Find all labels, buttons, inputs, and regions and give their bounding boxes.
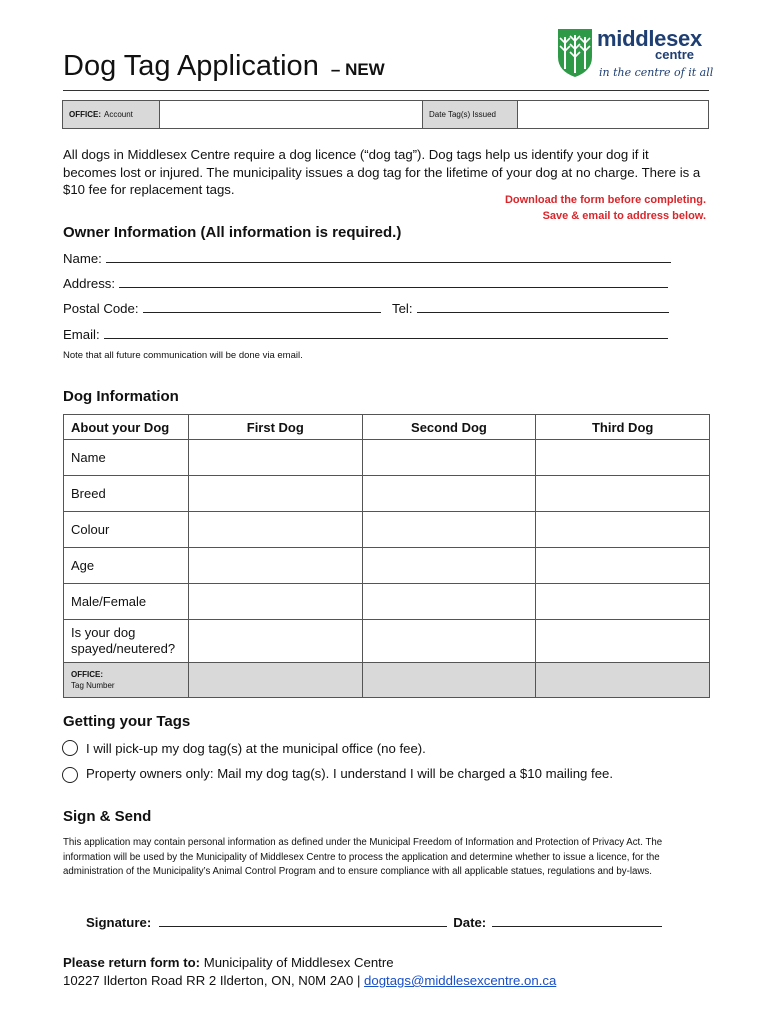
postal-label: Postal Code:	[63, 301, 139, 316]
input-cell[interactable]	[188, 512, 362, 548]
input-cell[interactable]	[362, 584, 536, 620]
address-label: Address:	[63, 276, 116, 291]
mail-radio[interactable]	[62, 767, 78, 783]
input-cell[interactable]	[362, 620, 536, 663]
office-cell[interactable]	[536, 663, 710, 698]
input-cell[interactable]	[536, 548, 710, 584]
sign-heading: Sign & Send	[63, 808, 152, 825]
logo-name: middlesex	[597, 26, 702, 51]
signature-row	[86, 915, 662, 930]
middlesex-logo-icon	[556, 27, 594, 79]
input-cell[interactable]	[188, 440, 362, 476]
title-text: Dog Tag Application	[63, 50, 319, 82]
email-label: Email:	[63, 327, 100, 342]
signature-label: Signature:	[86, 915, 152, 930]
name-label: Name:	[63, 251, 102, 266]
row-label: Age	[64, 548, 189, 584]
table-row-office	[64, 663, 710, 698]
return-line-2	[63, 972, 556, 990]
signature-input-line[interactable]	[159, 926, 447, 927]
dog-table-header	[64, 415, 710, 440]
return-info	[63, 954, 556, 990]
row-label: Name	[64, 440, 189, 476]
logo-tagline: in the centre of it all	[599, 66, 714, 79]
input-cell[interactable]	[536, 620, 710, 663]
spayed-line-2: spayed/neutered?	[71, 641, 176, 656]
email-note: Note that all future communication will be done via email.	[63, 350, 303, 361]
dog-table	[63, 414, 710, 698]
tags-heading: Getting your Tags	[63, 713, 191, 730]
office-account-label: OFFICE: Account	[63, 101, 160, 128]
table-row	[64, 584, 710, 620]
input-cell[interactable]	[362, 548, 536, 584]
email-input-line[interactable]	[104, 338, 668, 339]
mail-option-label: Property owners only: Mail my dog tag(s). I understand I will be charged a $10 mailing fee.	[86, 766, 614, 781]
input-cell[interactable]	[362, 512, 536, 548]
input-cell[interactable]	[536, 584, 710, 620]
input-cell[interactable]	[536, 440, 710, 476]
col-first-dog: First Dog	[188, 415, 362, 440]
return-recipient: Municipality of Middlesex Centre	[203, 955, 394, 970]
return-email-link[interactable]: dogtags@middlesexcentre.on.ca	[364, 973, 557, 988]
owner-tel-field[interactable]	[392, 301, 669, 316]
input-cell[interactable]	[362, 440, 536, 476]
return-line-1	[63, 954, 556, 972]
row-label-spayed	[64, 620, 189, 663]
table-row	[64, 476, 710, 512]
table-row	[64, 620, 710, 663]
download-notice	[400, 192, 706, 224]
pickup-radio[interactable]	[62, 740, 78, 756]
date-label: Date:	[453, 915, 487, 930]
input-cell[interactable]	[188, 620, 362, 663]
address-input-line[interactable]	[119, 287, 668, 288]
page-title	[63, 50, 385, 83]
dog-heading: Dog Information	[63, 388, 179, 405]
input-cell[interactable]	[188, 584, 362, 620]
owner-email-field[interactable]	[63, 327, 668, 342]
table-row	[64, 440, 710, 476]
date-input-line[interactable]	[492, 926, 662, 927]
row-label: Breed	[64, 476, 189, 512]
office-date-label: Date Tag(s) Issued	[423, 101, 518, 128]
col-second-dog: Second Dog	[362, 415, 536, 440]
return-address: 10227 Ilderton Road RR 2 Ilderton, ON, N0M 2A0 |	[63, 973, 361, 988]
download-line-1: Download the form before completing.	[504, 194, 706, 206]
header-divider	[63, 90, 709, 91]
input-cell[interactable]	[536, 512, 710, 548]
download-line-2: Save & email to address below.	[542, 210, 706, 222]
office-account-field[interactable]	[160, 101, 423, 128]
col-about: About your Dog	[64, 415, 189, 440]
input-cell[interactable]	[188, 476, 362, 512]
table-row	[64, 548, 710, 584]
logo-sub: centre	[655, 47, 695, 62]
tel-label: Tel:	[392, 301, 413, 316]
name-input-line[interactable]	[106, 262, 671, 263]
row-label: Colour	[64, 512, 189, 548]
office-cell[interactable]	[188, 663, 362, 698]
office-cell[interactable]	[362, 663, 536, 698]
table-row	[64, 512, 710, 548]
office-date-field[interactable]	[518, 101, 708, 128]
return-bold: Please return form to:	[63, 955, 201, 970]
intro-text: All dogs in Middlesex Centre require a dog licence (“dog tag”). Dog tags help us identify your dog if it becomes lost or injured. The municipality issues a dog tag for the lifetime of your dog at no charge. There is a $10 fee for replacement tags.	[63, 147, 701, 197]
input-cell[interactable]	[362, 476, 536, 512]
title-suffix: – NEW	[330, 60, 385, 79]
tel-input-line[interactable]	[417, 312, 669, 313]
owner-postal-field[interactable]	[63, 301, 381, 316]
input-cell[interactable]	[188, 548, 362, 584]
owner-name-field[interactable]	[63, 251, 671, 266]
postal-input-line[interactable]	[143, 312, 381, 313]
office-bold: OFFICE:	[71, 670, 103, 679]
pickup-option-label: I will pick-up my dog tag(s) at the municipal office (no fee).	[86, 741, 426, 756]
row-label: Male/Female	[64, 584, 189, 620]
owner-heading: Owner Information (All information is required.)	[63, 224, 402, 241]
spayed-line-1: Is your dog	[71, 625, 136, 640]
office-strip	[62, 100, 709, 129]
office-tag-number: Tag Number	[71, 681, 115, 690]
row-label-office	[64, 663, 189, 698]
col-third-dog: Third Dog	[536, 415, 710, 440]
privacy-notice: This application may contain personal information as defined under the Municipal Freedom of Information and Protection of Privacy Act. The information will be used by the Municipality of Middlesex Centre to process the application and determine whether to issue a licence, for the administration of the Municipality’s Animal Control Program and to ensure compliance with all applicable statues, regulations and by-laws.	[63, 837, 663, 878]
owner-address-field[interactable]	[63, 276, 668, 291]
input-cell[interactable]	[536, 476, 710, 512]
